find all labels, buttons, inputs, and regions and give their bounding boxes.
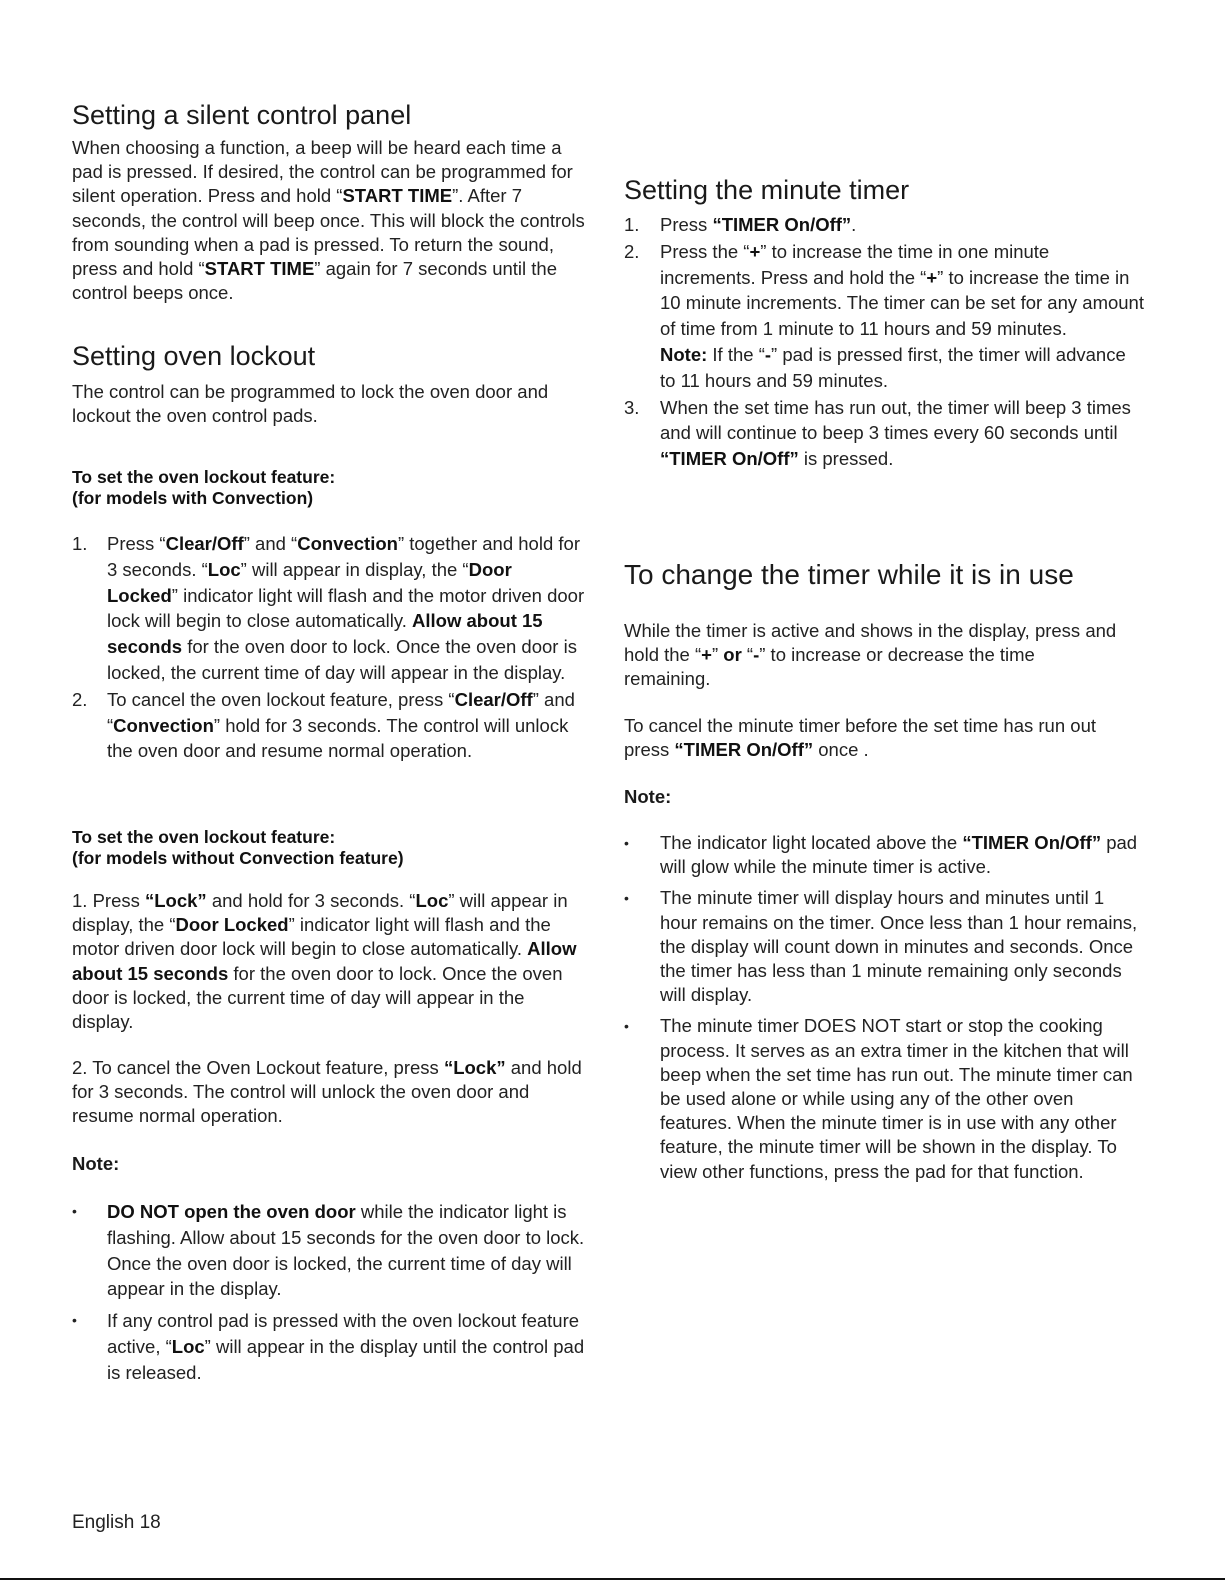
list-item: 1. Press “Clear/Off” and “Convection” together and hold for 3 seconds. “Loc” will appear in display, the “Door Locked” indicator light will flash and the motor driven door lock will begin to close automatically. Allow about 15 seconds for the oven door to lock. Once the oven door is locked, the current time of day will appear in the display. [72, 533, 585, 683]
list-item: • DO NOT open the oven door while the indicator light is flashing. Allow about 15 seconds for the oven door to lock. Once the oven door is locked, the current time of day will appear in the display. [72, 1201, 585, 1300]
list-item: • The minute timer DOES NOT start or stop the cooking process. It serves as an extra timer in the kitchen that will beep when the set time has run out. The minute timer can be used alone or while using any of the other oven features. When the minute timer is in use with any other feature, the minute timer will be shown in the display. To view other functions, press the pad for that function. [624, 1015, 1133, 1182]
lockout-note-label: Note: [72, 1153, 120, 1174]
minute-timer-heading: Setting the minute timer [624, 175, 910, 205]
list-item: • If any control pad is pressed with the oven lockout feature active, “Loc” will appear in the display until the control pad is released. [72, 1310, 585, 1383]
convection-steps [72, 531, 587, 764]
change-timer-heading: To change the timer while it is in use [624, 559, 1074, 590]
bottom-rule [0, 1578, 1225, 1580]
no-convection-subheading: To set the oven lockout feature: (for models without Convection feature) [72, 827, 404, 868]
lockout-note-bullets [72, 1199, 587, 1386]
list-item: 2. To cancel the oven lockout feature, press “Clear/Off” and “Convection” hold for 3 seconds. The control will unlock the oven door and resume normal operation. [72, 688, 575, 762]
list-item: 3. When the set time has run out, the timer will beep 3 times and will continue to beep 3 times every 60 seconds until “TIMER On/Off” is pressed. [624, 396, 1131, 470]
minute-timer-steps [624, 212, 1144, 472]
silent-panel-heading: Setting a silent control panel [72, 100, 412, 130]
list-item: 1. Press “TIMER On/Off”. [624, 214, 857, 235]
convection-subheading: To set the oven lockout feature: (for models with Convection) [72, 467, 336, 508]
list-item: 2. Press the “+” to increase the time in one minute increments. Press and hold the “+” to increase the time in 10 minute increments. The timer can be set for any amount of time from 1 minute to 11 hours and 59 minutes. Note: If the “-” pad is pressed first, the timer will advance to 11 hours and 59 minutes. [624, 239, 1144, 394]
lockout-heading: Setting oven lockout [72, 341, 316, 371]
lockout-intro: The control can be programmed to lock the oven door and lockout the oven control pads. [72, 381, 549, 427]
page-footer: English 18 [72, 1512, 161, 1533]
timer-note-bullets [624, 831, 1144, 1184]
timer-step-note: Note: If the “-” pad is pressed first, the timer will advance to 11 hours and 59 minutes. [660, 343, 1126, 391]
list-item: • The indicator light located above the “TIMER On/Off” pad will glow while the minute timer is active. [624, 832, 1138, 878]
change-timer-text: While the timer is active and shows in the display, press and hold the “+” or “-” to increase or decrease the time remaining. [624, 620, 1117, 690]
timer-note-label: Note: [624, 786, 672, 807]
no-convection-step-2: 2. To cancel the Oven Lockout feature, press “Lock” and hold for 3 seconds. The control will unlock the oven door and resume normal operation. [72, 1057, 582, 1127]
silent-panel-text: When choosing a function, a beep will be heard each time a pad is pressed. If desired, the control can be programmed for silent operation. Press and hold “START TIME”. After 7 seconds, the control will beep once. This will block the controls from sounding when a pad is pressed. To return the sound, press and hold “START TIME” again for 7 seconds until the control beeps once. [72, 137, 585, 304]
list-item: • The minute timer will display hours and minutes until 1 hour remains on the timer. Once less than 1 hour remains, the display will count down in minutes and seconds. Once the timer has less than 1 minute remaining only seconds will display. [624, 887, 1138, 1006]
no-convection-step-1: 1. Press “Lock” and hold for 3 seconds. “Loc” will appear in display, the “Door Locked” indicator light will flash and the motor driven door lock will begin to close automatically. Allow about 15 seconds for the oven door to lock. Once the oven door is locked, the current time of day will appear in the display. [72, 890, 577, 1033]
cancel-timer-text: To cancel the minute timer before the set time has run out press “TIMER On/Off” once . [624, 715, 1096, 761]
